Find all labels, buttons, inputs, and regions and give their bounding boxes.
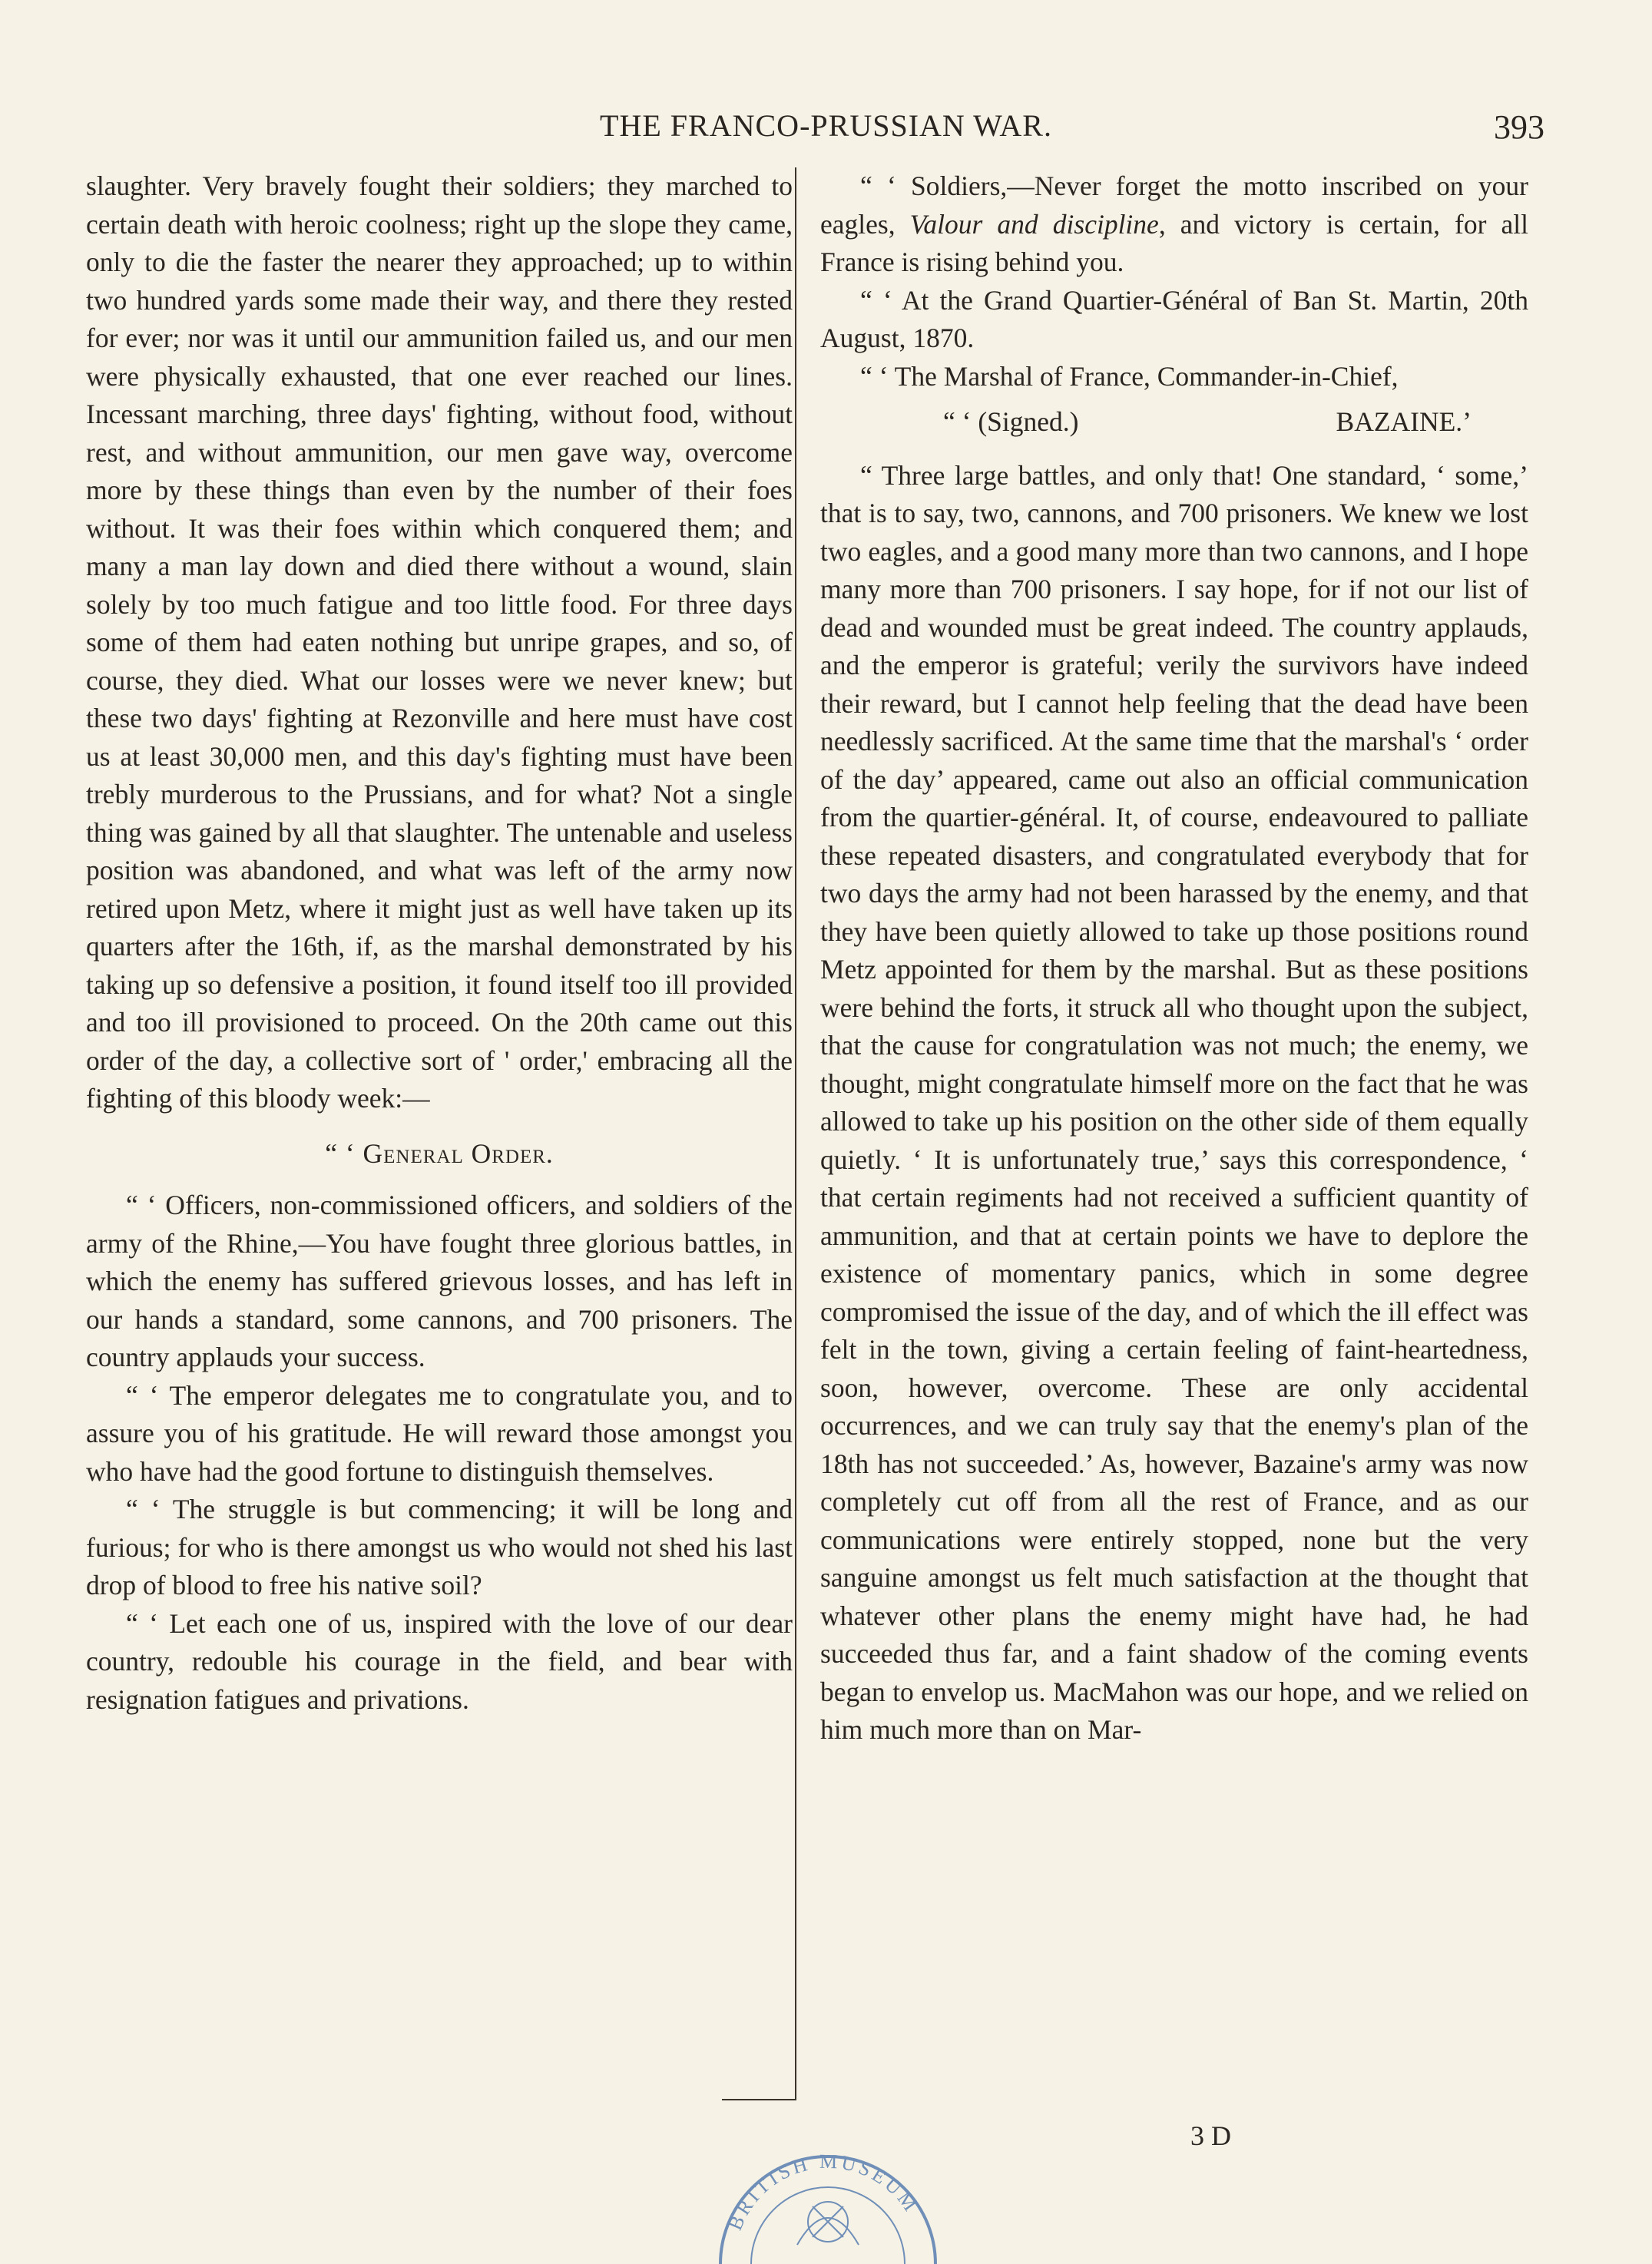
paragraph: “ Three large battles, and only that! One standard, ‘ some,’ that is to say, two, cannons, and 700 prisoners. We knew we lost two eagles, and a good many more than two cannons, and I hope many more than 700 prisoners. I say hope, for if not our list of dead and wounded must be great indeed. The country applauds, and the emperor is grateful; verily the survivors have indeed their reward, but I cannot help feeling that the dead have been needlessly sacrificed. At the same time that the marshal's ‘ order of the day’ appeared, came out also an official communication from the quartier-général. It, of course, endeavoured to palliate these repeated disasters, and congratulated everybody that for two days the army had not been harassed by the enemy, and that they have been quietly allowed to take up those positions round Metz appointed for them by the marshal. But as these positions were behind the forts, it struck all who thought upon the subject, that the cause for congratulation was not much; the enemy, we thought, might congratulate himself more on the fact that he was allowed to take up his position on the other side of them equally quietly. ‘ It is unfortunately true,’ says this correspondence, ‘ that certain regiments had not received a sufficient quantity of ammunition, and that at certain points we have to deplore the existence of momentary panics, which in some degree compromised the issue of the day, and of which the ill effect was felt in the town, giving a certain feeling of faint-heartedness, soon, however, overcome. These are only accidental occurrences, and we can truly say that the enemy's plan of the 18th has not succeeded.’ As, however, Bazaine's army was now completely cut off from all the rest of France, and as our communications were entirely stopped, none but the very sanguine amongst us felt much satisfaction at the thought that whatever other plans the enemy might have had, he had succeeded thus far, and a faint shadow of the coming events began to envelop us. MacMahon was our hope, and we relied on him much more than on Mar- — [820, 459, 1528, 1745]
paragraph — [820, 167, 1528, 282]
signature-mark: 3 D — [1190, 2120, 1231, 2151]
signed-name: BAZAINE.’ — [1336, 406, 1472, 437]
left-column — [86, 167, 793, 1719]
paragraph: “ ‘ The Marshal of France, Commander-in-Chief, — [860, 360, 1399, 392]
stamp-text: BRITISH MUSEUM — [723, 2150, 923, 2234]
paragraph: “ ‘ Officers, non-commissioned officers, and soldiers of the army of the Rhine,—You have fought three glorious battles, in which the enemy has suffered grievous losses, and has left in our hands a standard, some cannons, and 700 prisoners. The country applauds your success. — [86, 1190, 793, 1372]
svg-text:BRITISH MUSEUM — [723, 2150, 923, 2233]
museum-stamp-icon — [705, 2099, 951, 2264]
motto: Valour and discipline — [909, 208, 1159, 240]
general-order-heading: “ ‘ General Order. — [325, 1137, 554, 1169]
paragraph: “ ‘ Let each one of us, inspired with the love of our dear country, redouble his courage in the field, and bear with resignation fatigues and privations. — [86, 1607, 793, 1715]
right-column — [820, 167, 1528, 1749]
page-number: 393 — [1494, 108, 1544, 146]
running-title: THE FRANCO-PRUSSIAN WAR. — [600, 108, 1052, 143]
paragraph: “ ‘ The emperor delegates me to congratulate you, and to assure you of his gratitude. He will reward those amongst you who have had the good fortune to distinguish themselves. — [86, 1379, 793, 1487]
paragraph-text: , and victory is certain, for all France is rising behind you. — [820, 208, 1529, 277]
paragraph: “ ‘ At the Grand Quartier-Général of Ban St. Martin, 20th August, 1870. — [820, 284, 1528, 353]
paragraph: slaughter. Very bravely fought their soldiers; they marched to certain death with heroic coolness; right up the slope they came, only to die the faster the nearer they approached; up to within two hundred yards some made their way, and there they rested for ever; nor was it until our ammunition failed us, and our men were physically exhausted, that one ever reached our lines. Incessant marching, three days' fighting, without food, without rest, and without ammunition, our men gave way, overcome more by these things than even by the number of their foes without. It was their foes within which conquered them; and many a man lay down and died there without a wound, slain solely by too much fatigue and too little food. For three days some of them had eaten nothing but unripe grapes, and so, of course, they died. What our losses were we never knew; but these two days' fighting at Rezonville and here must have cost us at least 30,000 men, and this day's fighting must have been trebly murderous to the Prussians, and for what? Not a single thing was gained by all that slaughter. The untenable and useless position was abandoned, and what was left of the army now retired upon Metz, where it might just as well have taken up its quarters after the 16th, if, as the marshal demonstrated by his taking up so defensive a position, it found itself too ill provided and too ill provisioned to proceed. On the 20th came out this order of the day, a collective sort of ' order,' embracing all the fighting of this bloody week:— — [86, 170, 793, 1114]
signature-line — [820, 403, 1528, 442]
signed-label: “ ‘ (Signed.) — [943, 406, 1079, 437]
paragraph: “ ‘ The struggle is but commencing; it will be long and furious; for who is there amongst us who would not shed his last drop of blood to free his native soil? — [86, 1494, 793, 1600]
column-rule — [795, 167, 796, 2099]
paragraph-text: “ ‘ Soldiers,—Never forget the motto inscribed on your eagles, — [820, 170, 1528, 240]
